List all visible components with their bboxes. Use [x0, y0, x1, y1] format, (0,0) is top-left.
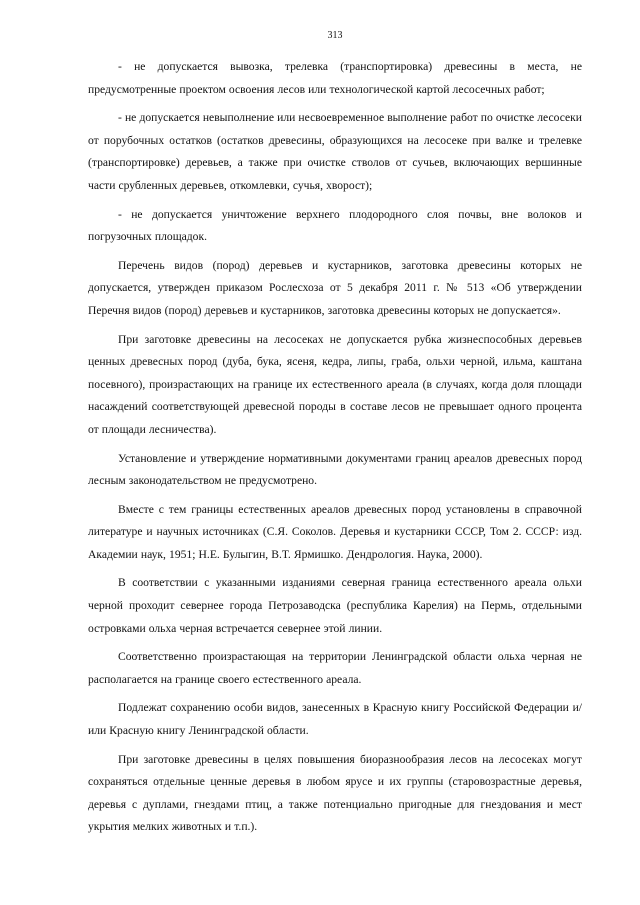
- paragraph: Установление и утверждение нормативными документами границ ареалов древесных пород лесным законодательством не предусмотрено.: [88, 451, 582, 488]
- paragraph: Соответственно произрастающая на территории Ленинградской области ольха черная не располагается на границе своего естественного ареала.: [88, 650, 582, 686]
- paragraph: При заготовке древесины в целях повышения биоразнообразия лесов на лесосеках могут сохраняться отдельные ценные деревья в любом ярусе и их группы (старовозрастные деревья, деревья с дуплами, гнездами птиц, а также потенциально пригодные для гнездования и мест укрытия мелких животных и т.п.).: [88, 752, 582, 834]
- paragraph: Перечень видов (пород) деревьев и кустарников, заготовка древесины которых не допускается, утвержден приказом Рослесхоза от 5 декабря 2011 г. № 513 «Об утверждении Перечня видов (пород) деревьев и кустарников, заготовка древесины которых не допускается».: [88, 258, 582, 317]
- document-body: [88, 56, 582, 839]
- paragraph: - не допускается вывозка, трелевка (транспортировка) древесины в места, не предусмотренные проектом освоения лесов или технологической картой лесосечных работ;: [88, 60, 582, 96]
- paragraph: - не допускается уничтожение верхнего плодородного слоя почвы, вне волоков и погрузочных площадок.: [88, 207, 582, 244]
- paragraph: При заготовке древесины на лесосеках не допускается рубка жизнеспособных деревьев ценных древесных пород (дуба, бука, ясеня, кедра, липы, граба, ольхи черной, ильма, каштана посевного), произрастающих на границе их естественного ареала (в случаях, когда доля площади насаждений соответствующей древесной породы в составе лесов не превышает одного процента от площади лесничества).: [88, 332, 582, 436]
- page-number: 313: [327, 30, 343, 41]
- paragraph: В соответствии с указанными изданиями северная граница естественного ареала ольхи черной проходит севернее города Петрозаводска (республика Карелия) на Пермь, отдельными островками ольха черная встречается севернее этой линии.: [88, 576, 582, 635]
- paragraph: Вместе с тем границы естественных ареалов древесных пород установлены в справочной литературе и научных источниках (С.Я. Соколов. Деревья и кустарники СССР, Том 2. СССР: изд. Академии наук, 1951; Н.Е. Булыгин, В.Т. Ярмишко. Дендрология. Наука, 2000).: [88, 502, 582, 561]
- paragraph: - не допускается невыполнение или несвоевременное выполнение работ по очистке лесосеки от порубочных остатков (остатков древесины, образующихся на лесосеке при валке и трелевке (транспортировке) деревьев, а также при очистке стволов от сучьев, включающих вершинные части срубленных деревьев, откомлевки, сучья, хворост);: [88, 111, 582, 192]
- paragraph: Подлежат сохранению особи видов, занесенных в Красную книгу Российской Федерации и/или Красную книгу Ленинградской области.: [88, 701, 582, 738]
